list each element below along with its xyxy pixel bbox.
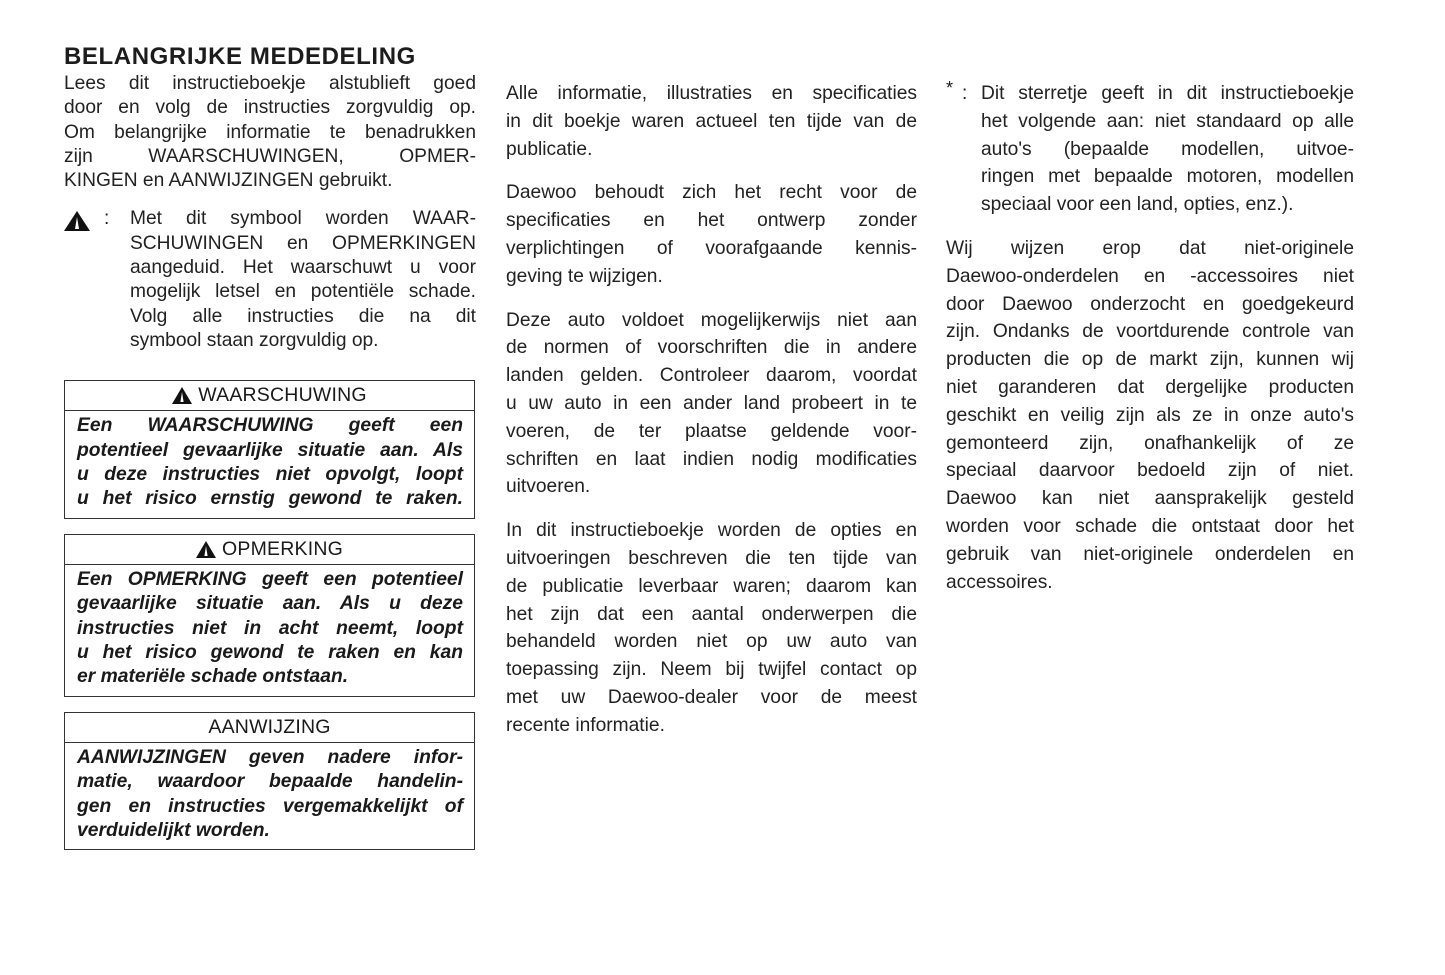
text-line: toepassing zijn. Neem bij twijfel contact op: [506, 659, 917, 681]
text-line: Om belangrijke informatie te benadrukken: [64, 121, 476, 143]
symbol-explanation: [64, 207, 476, 353]
text-line: accessoires.: [946, 571, 1053, 593]
text-line: schriften en laat indien nodig modificaties: [506, 448, 917, 470]
text-line: auto's (bepaalde modellen, uitvoe-: [981, 138, 1354, 160]
paragraph-options: [506, 517, 917, 739]
text-line: Met dit symbool worden WAAR-: [130, 208, 476, 230]
paragraph-non-original-parts: [946, 235, 1354, 596]
intro-paragraph: [64, 72, 476, 193]
text-line: voeren, de ter plaatse geldende voor-: [506, 420, 917, 442]
separator-colon: :: [962, 83, 968, 104]
text-line: Een WAARSCHUWING geeft een: [77, 415, 463, 437]
page-title: BELANGRIJKE MEDEDELING: [64, 43, 416, 70]
text-line: ringen met bepaalde motoren, modellen: [981, 166, 1354, 188]
text-line: specificaties en het ontwerp zonder: [506, 210, 917, 232]
text-line: behandeld worden niet op uw auto van: [506, 631, 917, 653]
note-box-title: [65, 713, 474, 743]
text-line: gemonteerd zijn, onafhankelijk of ze: [946, 432, 1354, 454]
text-line: Een OPMERKING geeft een potentieel: [77, 568, 463, 590]
text-line: geschikt en veilig zijn als ze in onze auto's: [946, 404, 1354, 426]
caution-box-body: [65, 565, 474, 696]
text-line: zijn WAARSCHUWINGEN, OPMER-: [64, 145, 476, 167]
warning-triangle-icon: [64, 211, 90, 231]
note-box-body: [65, 743, 474, 850]
text-line: publicatie.: [506, 138, 593, 160]
text-line: u uw auto in een ander land probeert in te: [506, 392, 917, 414]
text-line: Volg alle instructies die na dit: [130, 305, 476, 327]
text-line: verduidelijkt worden.: [77, 819, 270, 841]
text-line: Daewoo kan niet aansprakelijk gesteld: [946, 488, 1354, 510]
text-line: niet garanderen dat dergelijke producten: [946, 376, 1354, 398]
text-line: potentieel gevaarlijke situatie aan. Als: [77, 439, 463, 461]
text-line: recente informatie.: [506, 714, 665, 736]
text-line: SCHUWINGEN en OPMERKINGEN: [130, 232, 476, 254]
warning-triangle-icon: [172, 387, 192, 404]
text-line: landen gelden. Controleer daarom, voordat: [506, 365, 917, 387]
paragraph-rights: [506, 179, 917, 290]
text-line: het zijn dat een aantal onderwerpen die: [506, 603, 917, 625]
text-line: Wij wijzen erop dat niet-originele: [946, 237, 1354, 259]
text-line: Deze auto voldoet mogelijkerwijs niet aan: [506, 309, 917, 331]
warning-triangle-icon: [196, 541, 216, 558]
text-line: door en volg de instructies zorgvuldig op.: [64, 97, 476, 119]
text-line: verplichtingen of voorafgaande kennis-: [506, 237, 917, 259]
text-line: het volgende aan: niet standaard op alle: [981, 110, 1354, 132]
text-line: in dit boekje waren actueel ten tijde van de: [506, 110, 917, 132]
paragraph-information: [506, 80, 917, 163]
text-line: In dit instructieboekje worden de opties en: [506, 520, 917, 542]
text-line: speciaal daarvoor bedoeld zijn of niet.: [946, 460, 1354, 482]
text-line: gebruik van niet-originele onderdelen en: [946, 543, 1354, 565]
caution-box: [64, 534, 475, 697]
text-line: Daewoo-onderdelen en -accessoires niet: [946, 265, 1354, 287]
text-line: u het risico gewond te raken en kan: [77, 642, 463, 663]
text-line: instructies niet in acht neemt, loopt: [77, 617, 463, 639]
text-line: mogelijk letsel en potentiële schade.: [130, 281, 476, 303]
text-line: zijn. Ondanks de voortdurende controle van: [946, 321, 1354, 343]
warning-box-body: [65, 411, 474, 518]
right-column: [946, 80, 1354, 596]
text-line: gen en instructies vergemakkelijkt of: [77, 795, 463, 817]
box-title-text: OPMERKING: [222, 537, 343, 560]
text-line: producten die op de markt zijn, kunnen wij: [946, 349, 1354, 371]
text-line: u het risico ernstig gewond te raken.: [77, 488, 463, 510]
asterisk-explanation: [946, 80, 1354, 219]
text-line: de normen of voorschriften die in andere: [506, 337, 917, 359]
middle-column: [506, 80, 917, 740]
text-line: Dit sterretje geeft in dit instructieboekje: [981, 83, 1354, 104]
paragraph-regulations: [506, 307, 917, 502]
text-line: geving te wijzigen.: [506, 265, 663, 287]
text-line: door Daewoo onderzocht en goedgekeurd: [946, 293, 1354, 315]
text-line: Lees dit instructieboekje alstublieft goed: [64, 73, 476, 94]
text-line: matie, waardoor bepaalde handelin-: [77, 771, 463, 793]
note-box: [64, 712, 475, 851]
text-line: aangeduid. Het waarschuwt u voor: [130, 257, 476, 279]
left-column: [64, 42, 476, 850]
asterisk-marker: *: [946, 78, 954, 98]
text-line: met uw Daewoo-dealer voor de meest: [506, 686, 917, 708]
box-title-text: WAARSCHUWING: [198, 384, 367, 407]
text-line: Alle informatie, illustraties en specificaties: [506, 83, 917, 104]
text-line: Daewoo behoudt zich het recht voor de: [506, 182, 917, 204]
text-line: gevaarlijke situatie aan. Als u deze: [77, 593, 463, 615]
warning-box: [64, 380, 475, 519]
text-line: worden voor schade die ontstaat door het: [946, 515, 1354, 537]
text-line: u deze instructies niet opvolgt, loopt: [77, 464, 463, 486]
text-line: AANWIJZINGEN geven nadere infor-: [77, 746, 463, 768]
text-line: symbool staan zorgvuldig op.: [130, 329, 379, 351]
text-line: er materiële schade ontstaan.: [77, 666, 349, 688]
text-line: de publicatie leverbaar waren; daarom kan: [506, 575, 917, 597]
caution-box-title: [65, 535, 474, 565]
text-line: uitvoeringen beschreven die ten tijde van: [506, 547, 917, 569]
separator-colon: :: [104, 208, 110, 230]
text-line: uitvoeren.: [506, 476, 591, 498]
warning-box-title: [65, 381, 474, 411]
text-line: KINGEN en AANWIJZINGEN gebruikt.: [64, 170, 393, 192]
box-title-text: AANWIJZING: [208, 715, 331, 738]
text-line: speciaal voor een land, opties, enz.).: [981, 194, 1294, 216]
